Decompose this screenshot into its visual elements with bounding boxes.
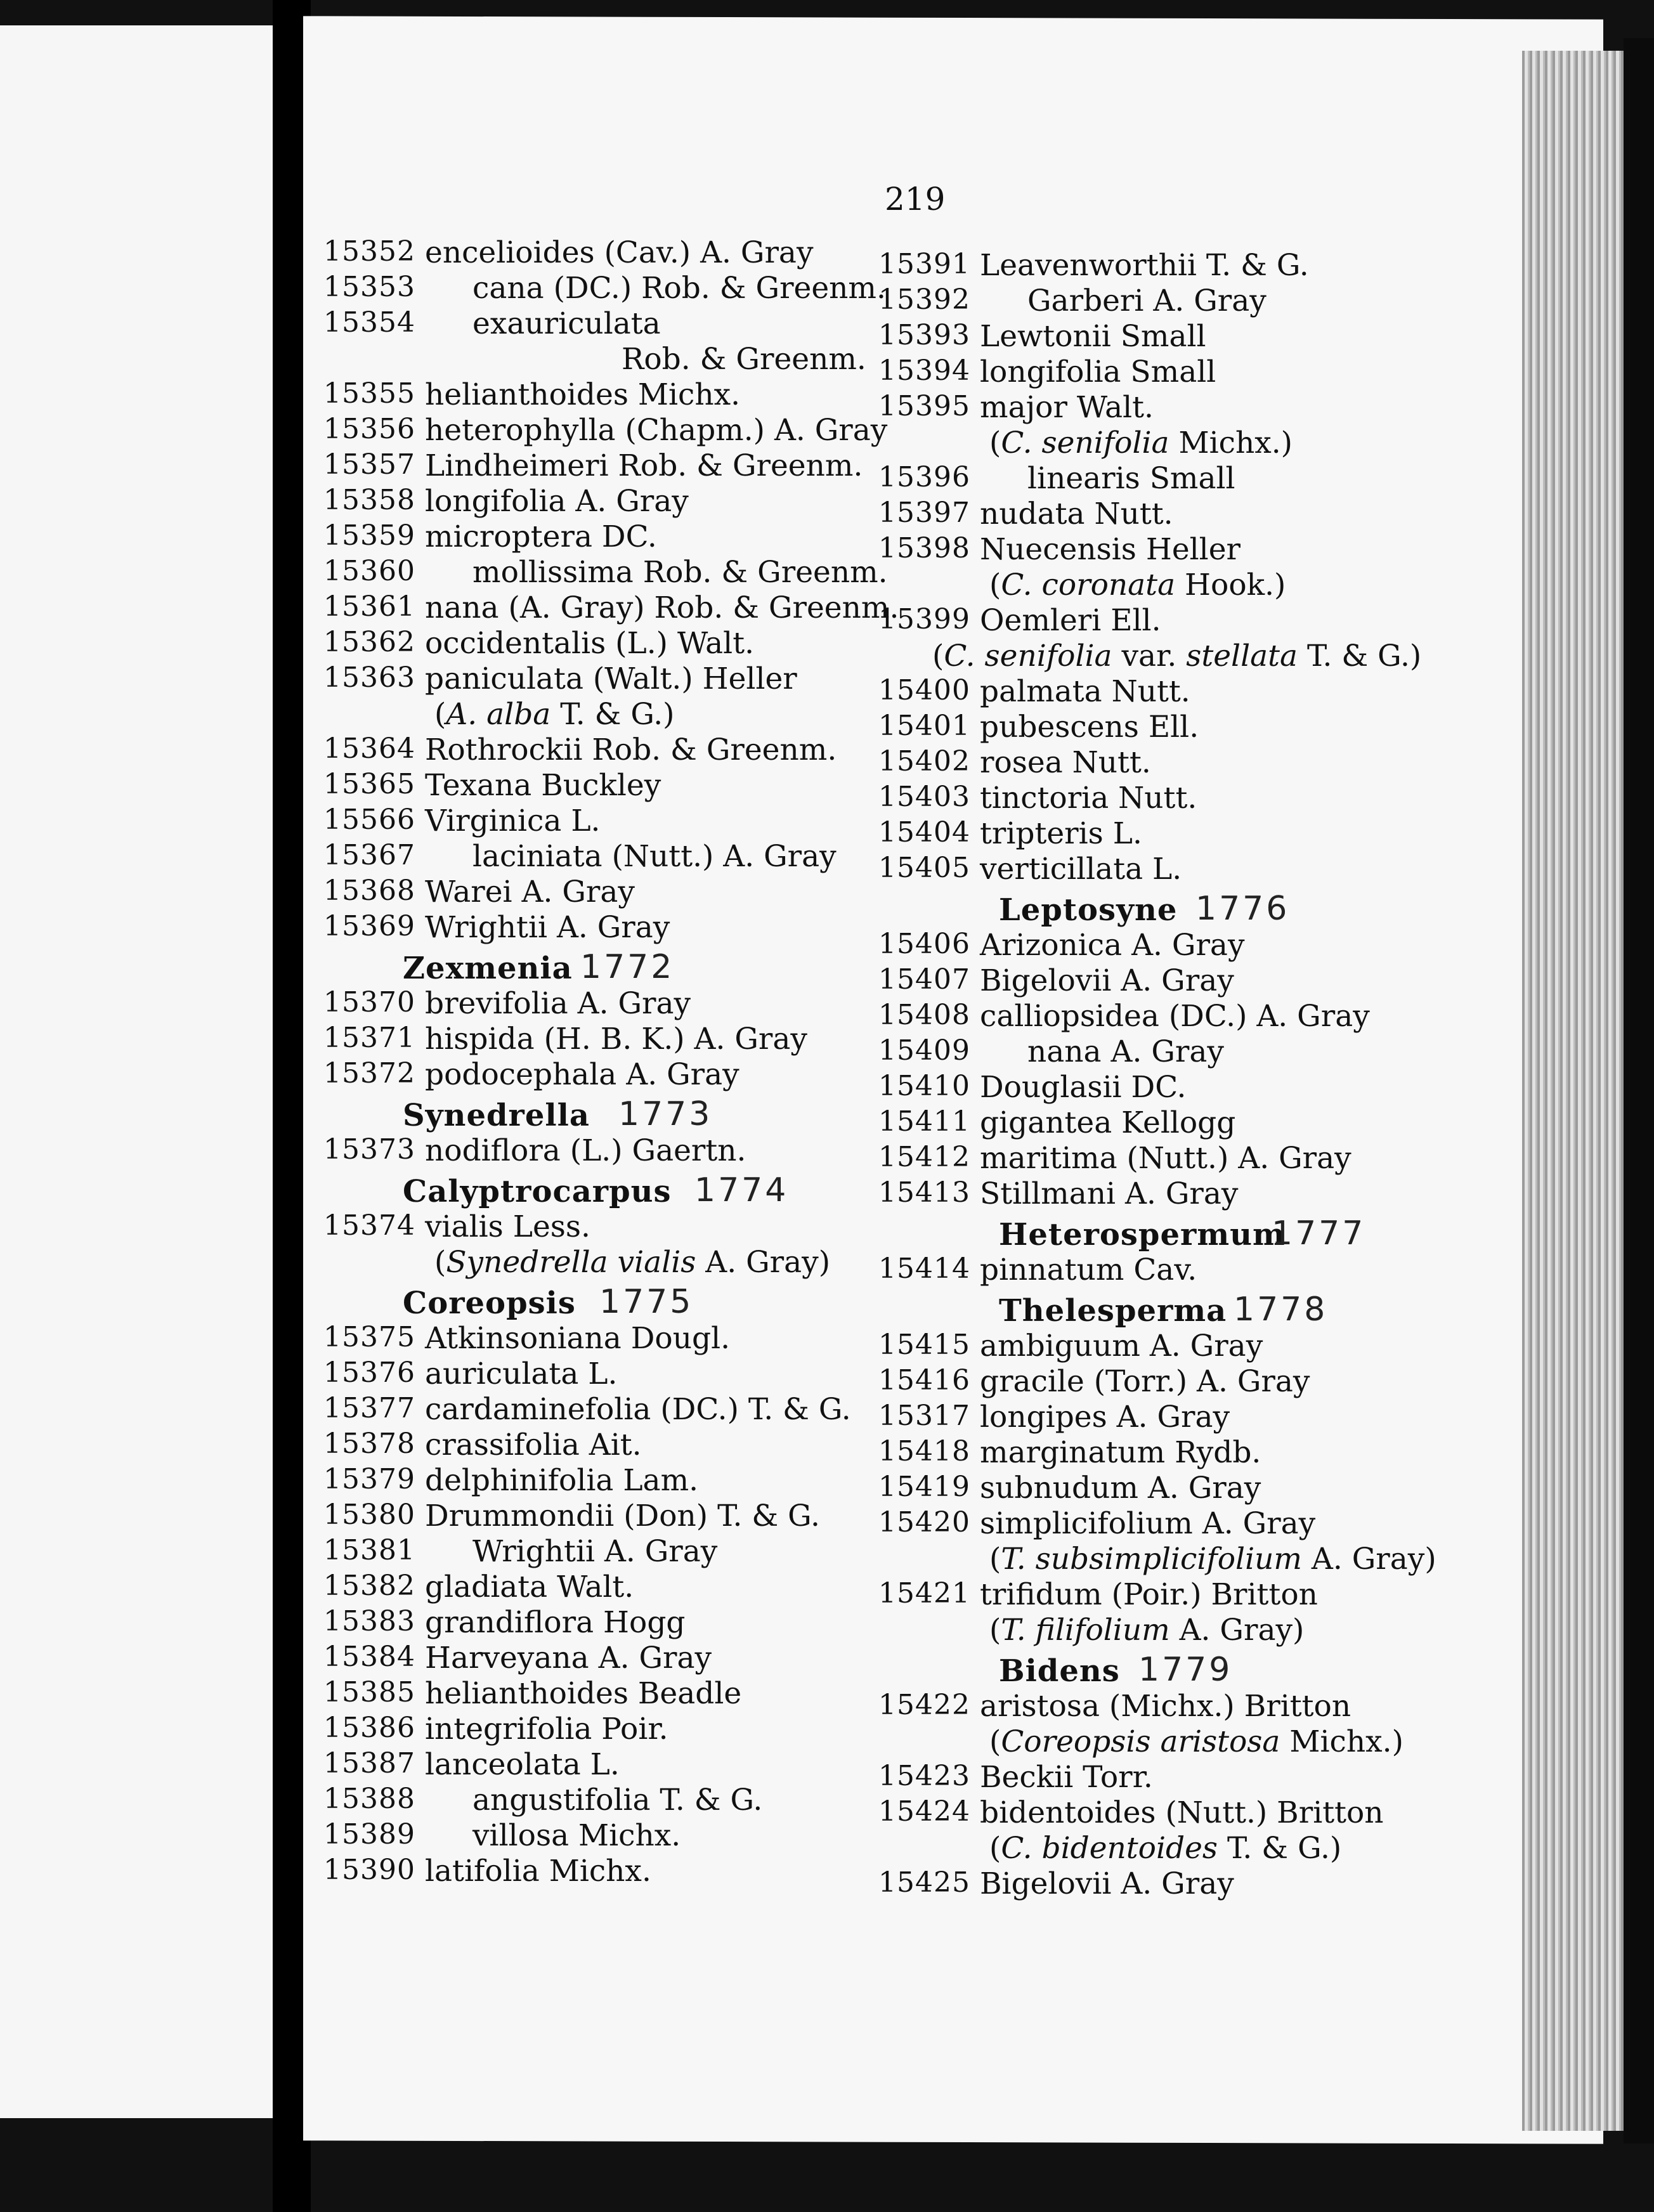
species-entry [878,390,1487,428]
catalog-number: 15408 [878,999,970,1031]
catalog-number: 15375 [323,1321,415,1353]
species-entry [323,1572,907,1608]
species-name: nana A. Gray [1027,1034,1224,1069]
species-entry [323,1321,907,1359]
catalog-number: 15387 [323,1747,415,1779]
catalog-number: 15398 [878,532,970,564]
species-name: Bigelovii A. Gray [980,1866,1234,1901]
synonym-note [878,1615,1487,1651]
species-entry [323,1463,907,1501]
species-name: calliopsidea (DC.) A. Gray [980,999,1370,1034]
species-entry [323,1534,907,1572]
species-entry [878,1506,1487,1544]
species-entry [323,768,907,806]
left-column [323,235,907,1892]
species-entry [878,1473,1487,1509]
catalog-number: 15356 [323,413,415,445]
synonym-text: (C. senifolia var. stellata T. & G.) [932,639,1422,673]
catalog-number: 15566 [323,803,415,836]
catalog-number: 15364 [323,732,415,765]
species-name: simplicifolium A. Gray [980,1506,1316,1541]
species-entry [878,1795,1487,1833]
species-entry [323,1133,907,1171]
species-name: major Walt. [980,390,1154,425]
catalog-number: 15352 [323,235,415,268]
species-name: ambiguum A. Gray [980,1329,1263,1363]
species-entry [323,1714,907,1750]
synonym-note [878,428,1487,464]
genus-heading-row [878,1651,1487,1691]
synonym-text: (Coreopsis aristosa Michx.) [989,1724,1403,1759]
catalog-number: 15374 [323,1209,415,1242]
synonym-italic: Coreopsis aristosa [1001,1724,1280,1759]
species-entry [323,448,907,486]
catalog-number: 15355 [323,377,415,410]
handwritten-number: 1776 [1195,890,1290,928]
species-name: cana (DC.) Rob. & Greenm. [472,271,886,306]
species-name: Lewtonii Small [980,319,1206,354]
species-name: pinnatum Cav. [980,1252,1197,1287]
species-entry [878,963,1487,1001]
catalog-number: 15422 [878,1689,970,1721]
species-entry [878,1402,1487,1438]
synonym-note [878,641,1487,677]
author-text: Rob. & Greenm. [622,342,866,377]
catalog-number: 15421 [878,1577,970,1610]
species-name: Lindheimeri Rob. & Greenm. [425,448,863,483]
catalog-number: 15391 [878,248,970,280]
genus-heading: Heterospermum [999,1217,1286,1252]
catalog-number: 15373 [323,1133,415,1166]
synonym-text: (A. alba T. & G.) [434,697,675,732]
species-entry [878,930,1487,966]
species-entry [878,250,1487,286]
species-name: encelioides (Cav.) A. Gray [425,235,814,270]
species-entry [323,1643,907,1679]
catalog-number: 15396 [878,461,970,493]
species-entry [323,590,907,628]
species-name: auriculata L. [425,1356,618,1391]
catalog-number: 15423 [878,1760,970,1792]
species-name: microptera DC. [425,519,657,554]
species-name: Oemleri Ell. [980,603,1161,638]
catalog-number: 15403 [878,781,970,813]
species-entry [323,910,907,948]
species-name: trifidum (Poir.) Britton [980,1577,1318,1612]
species-name: vialis Less. [425,1209,590,1244]
synonym-text: (T. subsimplicifolium A. Gray) [989,1542,1436,1577]
species-entry [323,628,907,664]
handwritten-number: 1778 [1234,1291,1328,1329]
catalog-number: 15385 [323,1676,415,1708]
species-entry [878,461,1487,499]
species-entry [878,1252,1487,1291]
species-name: rosea Nutt. [980,745,1151,780]
species-name: angustifolia T. & G. [472,1783,763,1818]
synonym-text: (C. bidentoides T. & G.) [989,1831,1342,1866]
species-entry [323,661,907,699]
synonym-italic: A. alba [446,697,551,732]
species-entry [323,415,907,451]
catalog-number: 15353 [323,271,415,303]
handwritten-number: 1774 [694,1171,789,1209]
catalog-number: 15405 [878,852,970,884]
catalog-number: 15392 [878,283,970,316]
species-entry [323,306,907,344]
catalog-number: 15369 [323,910,415,942]
species-name: linearis Small [1027,461,1235,496]
genus-heading: Thelesperma [999,1293,1227,1329]
species-name: Wrightii A. Gray [472,1534,718,1569]
species-entry [878,1577,1487,1615]
catalog-number: 15361 [323,590,415,623]
species-name: grandiflora Hogg [425,1605,686,1640]
species-entry [878,674,1487,712]
species-entry [878,357,1487,393]
species-entry [323,235,907,273]
species-name: cardaminefolia (DC.) T. & G. [425,1392,851,1427]
species-name: tinctoria Nutt. [980,781,1197,816]
species-name: Leavenworthii T. & G. [980,248,1309,283]
right-column [878,250,1487,1904]
catalog-number: 15407 [878,963,970,996]
species-name: heterophylla (Chapm.) A. Gray [425,413,888,448]
catalog-number: 15383 [323,1605,415,1637]
handwritten-number: 1779 [1138,1651,1233,1689]
species-name: occidentalis (L.) Walt. [425,626,755,661]
species-entry [323,877,907,913]
species-name: delphinifolia Lam. [425,1463,699,1498]
catalog-number: 15368 [323,875,415,907]
handwritten-number: 1775 [599,1283,694,1321]
species-entry [323,519,907,557]
genus-heading: Bidens [999,1653,1120,1689]
species-entry [323,986,907,1024]
species-name: palmata Nutt. [980,674,1190,709]
catalog-number: 15389 [323,1818,415,1851]
species-entry [323,732,907,771]
species-name: bidentoides (Nutt.) Britton [980,1795,1384,1830]
species-name: Texana Buckley [425,768,661,803]
genus-heading-row [878,1291,1487,1331]
species-name: tripteris L. [980,816,1142,851]
species-entry [323,1785,907,1821]
species-entry [323,1856,907,1892]
page-edges [1522,51,1630,2131]
species-name: Nuecensis Heller [980,532,1240,567]
species-name: Bigelovii A. Gray [980,963,1234,998]
species-name: aristosa (Michx.) Britton [980,1689,1351,1724]
species-entry [323,803,907,842]
species-name: gigantea Kellogg [980,1105,1236,1140]
genus-heading: Coreopsis [403,1285,576,1321]
catalog-number: 15400 [878,674,970,706]
genus-heading: Zexmenia [403,951,573,986]
genus-heading-row [323,1095,907,1136]
species-name: nudata Nutt. [980,497,1173,531]
synonym-italic: T. subsimplicifolium [1001,1542,1302,1577]
genus-heading: Leptosyne [999,892,1178,928]
species-entry [878,1072,1487,1108]
catalog-number: 15380 [323,1499,415,1531]
species-entry [878,603,1487,641]
species-entry [878,783,1487,819]
catalog-number: 15388 [323,1783,415,1815]
species-entry [323,273,907,309]
species-entry [878,1435,1487,1473]
catalog-number: 15419 [878,1471,970,1503]
species-entry [323,1356,907,1395]
synonym-italic: stellata [1186,639,1298,673]
catalog-number: 15395 [878,390,970,422]
species-entry [323,1676,907,1714]
genus-heading: Calyptrocarpus [403,1174,672,1209]
species-name: crassifolia Ait. [425,1428,642,1462]
synonym-italic: C. bidentoides [1001,1831,1218,1866]
species-name: gracile (Torr.) A. Gray [980,1364,1310,1399]
genus-heading-row [323,948,907,989]
species-name: paniculata (Walt.) Heller [425,661,797,696]
species-name: Garberi A. Gray [1027,283,1267,318]
catalog-number: 15399 [878,603,970,635]
species-name: helianthoides Michx. [425,377,741,412]
species-entry [878,816,1487,854]
species-name: maritima (Nutt.) A. Gray [980,1141,1351,1176]
species-entry [323,1392,907,1430]
synonym-italic: Synedrella vialis [446,1245,696,1280]
species-name: Warei A. Gray [425,875,635,909]
catalog-number: 15409 [878,1034,970,1067]
species-entry [878,532,1487,570]
catalog-number: 15382 [323,1570,415,1602]
catalog-number: 15413 [878,1176,970,1209]
species-entry [878,1691,1487,1727]
synonym-note [323,699,907,735]
genus-heading-row [323,1283,907,1324]
catalog-number: 15420 [878,1506,970,1539]
handwritten-number: 1772 [580,948,675,986]
author-continuation [323,344,907,380]
species-name: Wrightii A. Gray [425,910,670,945]
catalog-number: 15379 [323,1463,415,1495]
species-entry [878,1001,1487,1037]
species-name: integrifolia Poir. [425,1712,668,1747]
species-entry [878,283,1487,322]
catalog-number: 15360 [323,555,415,587]
species-name: Stillmani A. Gray [980,1176,1239,1211]
species-entry [323,1209,907,1247]
catalog-number: 15394 [878,355,970,387]
synonym-italic: C. coronata [1001,568,1176,602]
catalog-number: 15371 [323,1022,415,1054]
species-entry [323,1501,907,1537]
species-entry [323,839,907,877]
species-entry [323,377,907,415]
species-entry [878,745,1487,783]
species-name: Atkinsoniana Dougl. [425,1321,731,1356]
catalog-number: 15411 [878,1105,970,1138]
species-entry [323,486,907,522]
species-entry [878,1143,1487,1179]
catalog-number: 15384 [323,1641,415,1673]
catalog-number: 15372 [323,1057,415,1090]
species-entry [323,1605,907,1643]
species-entry [323,1430,907,1466]
species-entry [878,1866,1487,1904]
handwritten-number: 1777 [1272,1214,1366,1252]
species-entry [323,1024,907,1060]
synonym-italic: C. senifolia [1001,426,1169,460]
species-name: podocephala A. Gray [425,1057,739,1092]
species-name: longifolia A. Gray [425,484,689,519]
synonym-italic: C. senifolia [944,639,1112,673]
species-name: Rothrockii Rob. & Greenm. [425,732,837,767]
species-entry [323,557,907,593]
catalog-number: 15357 [323,448,415,481]
genus-heading: Synedrella [403,1098,590,1133]
genus-heading-row [323,1171,907,1212]
species-name: Harveyana A. Gray [425,1641,712,1675]
species-name: Drummondii (Don) T. & G. [425,1499,820,1533]
species-name: Beckii Torr. [980,1760,1153,1795]
species-name: gladiata Walt. [425,1570,634,1604]
species-entry [323,1057,907,1095]
species-name: verticillata L. [980,852,1182,887]
species-name: nodiflora (L.) Gaertn. [425,1133,746,1168]
genus-heading-row [878,890,1487,930]
genus-heading-row [878,1214,1487,1255]
catalog-number: 15362 [323,626,415,658]
species-entry [878,1176,1487,1214]
species-entry [878,319,1487,357]
species-entry [878,1034,1487,1072]
catalog-number: 15359 [323,519,415,552]
species-name: laciniata (Nutt.) A. Gray [472,839,837,874]
catalog-number: 15402 [878,745,970,777]
catalog-number: 15404 [878,816,970,849]
synonym-note [878,1833,1487,1869]
catalog-number: 15406 [878,928,970,960]
catalog-number: 15416 [878,1364,970,1396]
species-entry [878,499,1487,535]
catalog-number: 15354 [323,306,415,339]
species-entry [878,1331,1487,1367]
species-name: helianthoides Beadle [425,1676,742,1711]
catalog-number: 15401 [878,710,970,742]
species-entry [323,1747,907,1785]
species-entry [878,712,1487,748]
species-name: marginatum Rydb. [980,1435,1261,1470]
synonym-text: (Synedrella vialis A. Gray) [434,1245,831,1280]
species-name: brevifolia A. Gray [425,986,691,1021]
species-name: Virginica L. [425,803,601,838]
species-name: longifolia Small [980,355,1216,389]
catalog-number: 15425 [878,1866,970,1899]
species-name: Douglasii DC. [980,1070,1187,1105]
species-name: Arizonica A. Gray [980,928,1245,963]
species-name: hispida (H. B. K.) A. Gray [425,1022,807,1057]
species-name: subnudum A. Gray [980,1471,1261,1506]
synonym-italic: T. filifolium [1001,1613,1170,1648]
catalog-number: 15418 [878,1435,970,1467]
catalog-number: 15393 [878,319,970,351]
catalog-number: 15424 [878,1795,970,1828]
catalog-number: 15376 [323,1356,415,1389]
species-entry [878,1762,1487,1798]
synonym-note [323,1247,907,1283]
catalog-number: 15390 [323,1854,415,1886]
catalog-number: 15381 [323,1534,415,1566]
facing-page [0,25,279,2118]
catalog-number: 15363 [323,661,415,694]
catalog-number: 15410 [878,1070,970,1102]
catalog-number: 15386 [323,1712,415,1744]
synonym-text: (C. coronata Hook.) [989,568,1286,602]
catalog-number: 15358 [323,484,415,516]
synonym-text: (C. senifolia Michx.) [989,426,1293,460]
catalog-number: 15397 [878,497,970,529]
species-name: nana (A. Gray) Rob. & Greenm. [425,590,899,625]
species-name: exauriculata [472,306,661,341]
species-entry [878,1364,1487,1402]
synonym-note [878,1544,1487,1580]
catalog-number: 15415 [878,1329,970,1361]
catalog-number: 15377 [323,1392,415,1424]
catalog-number: 15378 [323,1428,415,1460]
handwritten-number: 1773 [618,1095,713,1133]
species-entry [878,1105,1487,1143]
synonym-text: (T. filifolium A. Gray) [989,1613,1305,1648]
catalog-number: 15367 [323,839,415,871]
synonym-note [878,1724,1487,1762]
species-name: mollissima Rob. & Greenm. [472,555,888,590]
species-name: lanceolata L. [425,1747,620,1782]
species-name: latifolia Michx. [425,1854,651,1889]
catalog-number: 15412 [878,1141,970,1173]
species-name: longipes A. Gray [980,1400,1230,1435]
synonym-note [878,570,1487,606]
species-entry [878,854,1487,890]
page-number: 219 [885,181,946,218]
catalog-number: 15365 [323,768,415,800]
catalog-number: 15317 [878,1400,970,1432]
species-name: pubescens Ell. [980,710,1199,745]
species-name: villosa Michx. [472,1818,681,1853]
catalog-number: 15370 [323,986,415,1018]
catalog-number: 15414 [878,1252,970,1285]
book-cover-edge [1624,38,1654,2144]
species-entry [323,1818,907,1856]
